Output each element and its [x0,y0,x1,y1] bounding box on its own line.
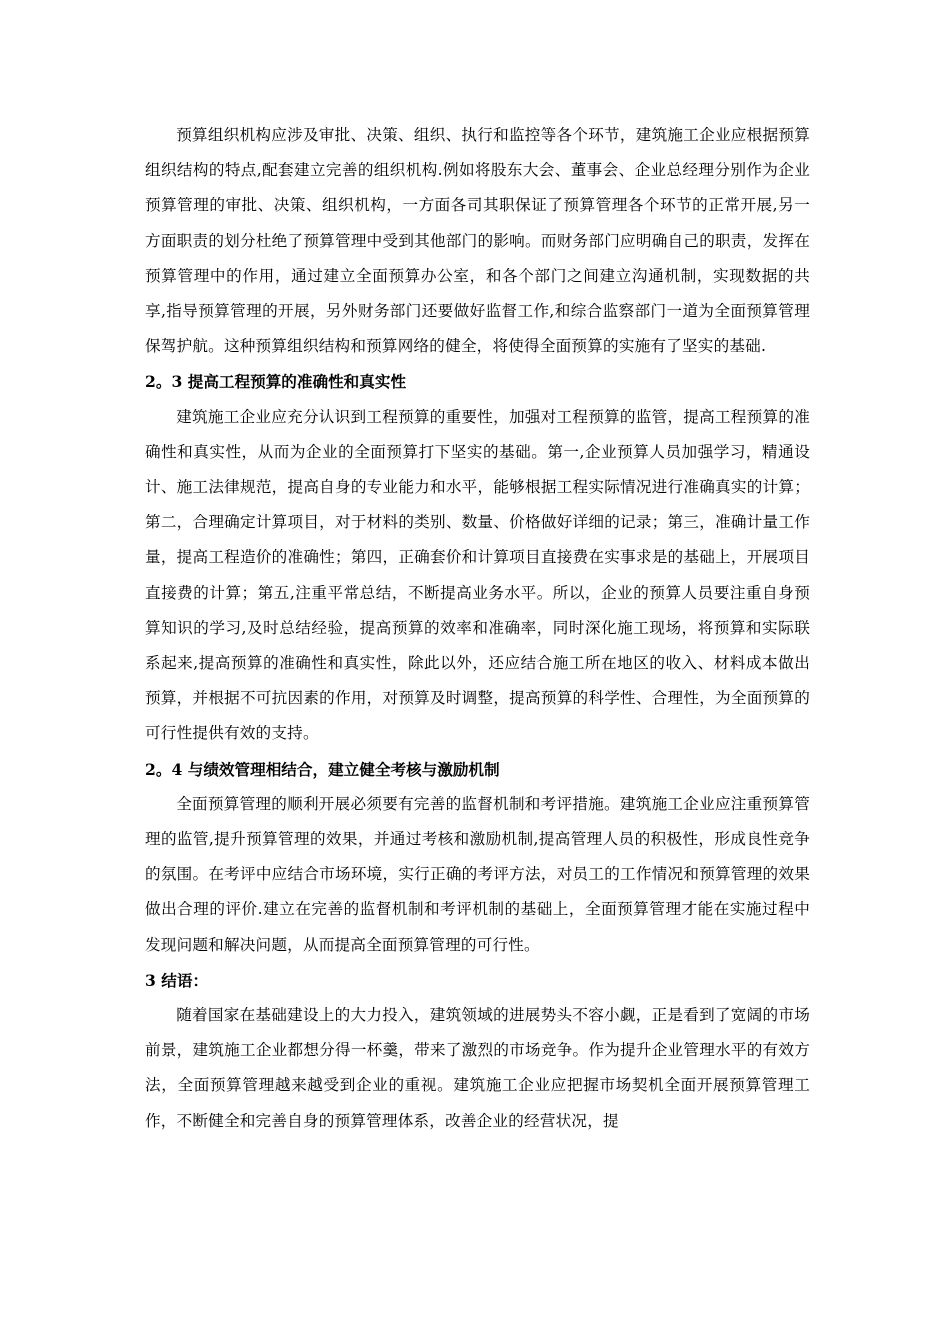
document-body [145,118,810,1139]
paragraph-performance-management: 全面预算管理的顺利开展必须要有完善的监督机制和考评措施。建筑施工企业应注重预算管理的监管,提升预算管理的效果，并通过考核和激励机制,提高管理人员的积极性，形成良性竞争的氛围。在考评中应结合市场环境，实行正确的考评方法，对员工的工作情况和预算管理的效果做出合理的评价.建立在完善的监督机制和考评机制的基础上，全面预算管理才能在实施过程中发现问题和解决问题，从而提高全面预算管理的可行性。 [145,794,810,954]
paragraph-conclusion: 随着国家在基础建设上的大力投入，建筑领域的进展势头不容小觑，正是看到了宽阔的市场前景，建筑施工企业都想分得一杯羹，带来了激烈的市场竞争。作为提升企业管理水平的有效方法，全面预算管理越来越受到企业的重视。建筑施工企业应把握市场契机全面开展预算管理工作，不断健全和完善自身的预算管理体系，改善企业的经营状况，提 [145,1006,810,1130]
section-heading-2-3: 2。3 提高工程预算的准确性和真实性 [145,372,407,392]
section-heading-2-4: 2。4 与绩效管理相结合，建立健全考核与激励机制 [145,759,500,779]
section-heading-conclusion: 3 结语： [145,970,209,990]
paragraph-budget-accuracy: 建筑施工企业应充分认识到工程预算的重要性，加强对工程预算的监管，提高工程预算的准确性和真实性，从而为企业的全面预算打下坚实的基础。第一,企业预算人员加强学习，精通设计、施工法律规范，提高自身的专业能力和水平，能够根据工程实际情况进行准确真实的计算；第二，合理确定计算项目，对于材料的类别、数量、价格做好详细的记录；第三，准确计量工作量，提高工程造价的准确性；第四，正确套价和计算项目直接费在实事求是的基础上，开展项目直接费的计算；第五,注重平常总结，不断提高业务水平。所以，企业的预算人员要注重自身预算知识的学习,及时总结经验，提高预算的效率和准确率，同时深化施工现场，将预算和实际联系起来,提高预算的准确性和真实性，除此以外，还应结合施工所在地区的收入、材料成本做出预算，并根据不可抗因素的作用，对预算及时调整，提高预算的科学性、合理性，为全面预算的可行性提供有效的支持。 [145,407,810,743]
paragraph-organization-structure: 预算组织机构应涉及审批、决策、组织、执行和监控等各个环节，建筑施工企业应根据预算组织结构的特点,配套建立完善的组织机构.例如将股东大会、董事会、企业总经理分别作为企业预算管理的审批、决策、组织机构，一方面各司其职保证了预算管理各个环节的正常开展,另一方面职责的划分杜绝了预算管理中受到其他部门的影响。而财务部门应明确自己的职责，发挥在预算管理中的作用，通过建立全面预算办公室，和各个部门之间建立沟通机制，实现数据的共享,指导预算管理的开展，另外财务部门还要做好监督工作,和综合监察部门一道为全面预算管理保驾护航。这种预算组织结构和预算网络的健全，将使得全面预算的实施有了坚实的基础. [145,126,810,356]
